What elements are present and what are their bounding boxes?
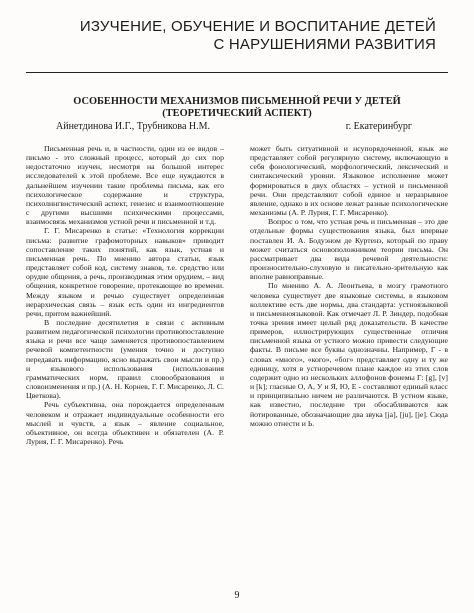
left-column <box>26 144 224 446</box>
article-title <box>26 96 448 120</box>
left-paragraph: Г. Г. Мисаренко в статье: «Технология коррекции письма: развитие графомоторных навыков» приводит сопоставление таких понятий, как язык, устная и письменная речь. По мнению автора статьи, язык представляет собой код, систему знаков, т.е. средство или орудие общения, а речь, производимая этим орудием, – вид общения, конкретное говорение, протекающее во времени. Между языком и речью существует определенная иерархическая связь – язык есть один из ингредиентов речи, притом важнейший. <box>26 226 224 318</box>
article-title-line1: ОСОБЕННОСТИ МЕХАНИЗМОВ ПИСЬМЕННОЙ РЕЧИ У ДЕТЕЙ <box>73 96 401 107</box>
right-paragraph: Вопрос о том, что устная речь и письменная – это две отдельные формы существования языка, был впервые поставлен И. А. Бодуэном де Куртенэ, который по праву может считаться основоположником теории письма. Он рассматривает два вида речевой деятельности: произносительно-слуховую и писательно-зрительную как вполне равноправные. <box>250 217 448 282</box>
page-number: 9 <box>234 590 240 601</box>
article-city: г. Екатеринбург <box>345 121 412 132</box>
left-paragraph: В последние десятилетия в связи с активным развитием педагогической психологии противопоставление языка и речи все чаще заменяется противопоставлением речевой компетентности (умения точно и доступно передавать информацию, ясно выражать свои мысли и пр.) и языкового использования (использования грамматических норм, правил словообразования и словоизменения и пр.) (А. Н. Корнев, Г. Г. Мисаренко, Л. С. Цветкова). <box>26 317 224 401</box>
right-paragraph: может быть ситуативной и нсупорядоченной, язык же представляет собой регулярную систему, включающую в себя фонологический, морфологический, лексический и синтаксический уровни. Языковое исполнение может формироваться в двух областях – устной и письменной речи. Они представляют собой единое и неразрывное явление, однако в их основе лежат разные психологические механизмы (А. Р. Лурия, Г. Г. Мисаренко). <box>250 144 448 218</box>
section-header-line1: ИЗУЧЕНИЕ, ОБУЧЕНИЕ И ВОСПИТАНИЕ ДЕТЕЙ <box>79 18 436 35</box>
left-paragraph: Речь субъективна, она порождается определенным человеком и отражает индивидуальные особенности его мыслей и чувств, а язык – явление социальное, объективное, он всегда объективен и обязателен (А. Р. Лурия, Г. Г. Мисаренко). Речь <box>26 400 224 446</box>
right-column <box>250 144 448 428</box>
left-paragraph: Письменная речь и, в частности, один из ее видов – письмо - это сложный процесс, который до сих пор недостаточно изучен, несмотря на большой интерес исследователей к этой проблеме. Все еще нуждаются в дальнейшем изучении такие проблемы письма, как его психологическое содержание и структура, психолингвистический аспект, генезис и взаимоотношение с другими высшими психическими процессами, взаимосвязь механизмов устной речи и письменной и т.д. <box>26 144 224 227</box>
right-paragraph: По мнению А. А. Леонтьева, в мозгу грамотного человека существует две языковые системы, в языковом коллективе есть две нормы, два стандарта: устноязыковой и письменноязыковой. Как отмечает Л. Р. Зиндер, подобная точка зрения имеет целый ряд доказательств. В качестве примеров, иллюстрирующих существенные отличия письменной языка от устного можно привести следующие факты. В письме все буквы однозначны. Например, Г - в словах «много», «кого», «бог» представляет одну и ту же единицу, хотя в устноречевом плане каждое из этих слов содержит одно из нескольких аллофонов фонемы Г: [g], [v] и [k]; гласные О, А, У и Я, Ю, Е - составляют единый класс и принципиально ничем не различаются. В устном языке, как известно, последние три обосабливаются как йотированные, обозначающие два звука [ja], [ju], [je]. Сюда можно отнести и Ь. <box>250 281 448 428</box>
header-divider <box>26 72 448 73</box>
section-header-line2: С НАРУШЕНИЯМИ РАЗВИТИЯ <box>213 36 436 53</box>
section-header <box>26 18 436 54</box>
author-line <box>26 121 448 132</box>
article-title-line2: (ТЕОРЕТИЧЕСКИЙ АСПЕКТ) <box>162 108 312 119</box>
article-authors: Айнетдинова И.Г., Трубникова Н.М. <box>56 121 211 132</box>
